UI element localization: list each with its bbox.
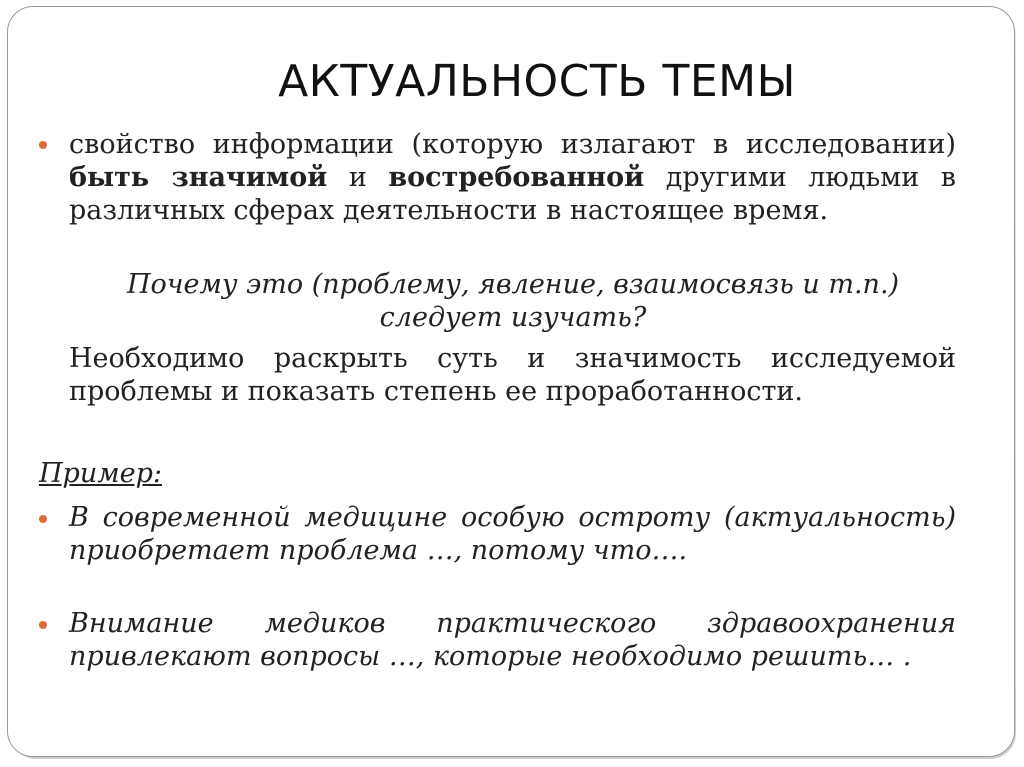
question-text: Почему это (проблему, явление, взаимосвязь и т.п.) следует изучать? — [126, 269, 900, 333]
example-item-1: В современной медицине особую остроту (актуальность) приобретает проблема …, потому что…. — [69, 502, 956, 566]
example-item-2: Внимание медиков практического здравоохранения привлекают вопросы …, которые необходимо решить… . — [69, 608, 956, 672]
definition-paragraph — [69, 128, 956, 227]
bullet-icon — [39, 515, 47, 523]
example-label: Пример: — [39, 458, 162, 489]
bullet-icon — [39, 141, 47, 149]
bullet-icon — [39, 621, 47, 629]
definition-bold-2: востребованной — [388, 162, 645, 193]
definition-text-1: свойство информации (которую излагают в исследовании) — [69, 129, 956, 160]
definition-text-3: другими людьми в различных сферах деятельности в настоящее время. — [69, 162, 956, 226]
slide-title: АКТУАЛЬНОСТЬ ТЕМЫ — [278, 56, 796, 107]
necessity-paragraph: Необходимо раскрыть суть и значимость исследуемой проблемы и показать степень ее проработанности. — [69, 343, 956, 407]
definition-text-2: и — [327, 162, 389, 193]
definition-bold-1: быть значимой — [69, 162, 328, 193]
